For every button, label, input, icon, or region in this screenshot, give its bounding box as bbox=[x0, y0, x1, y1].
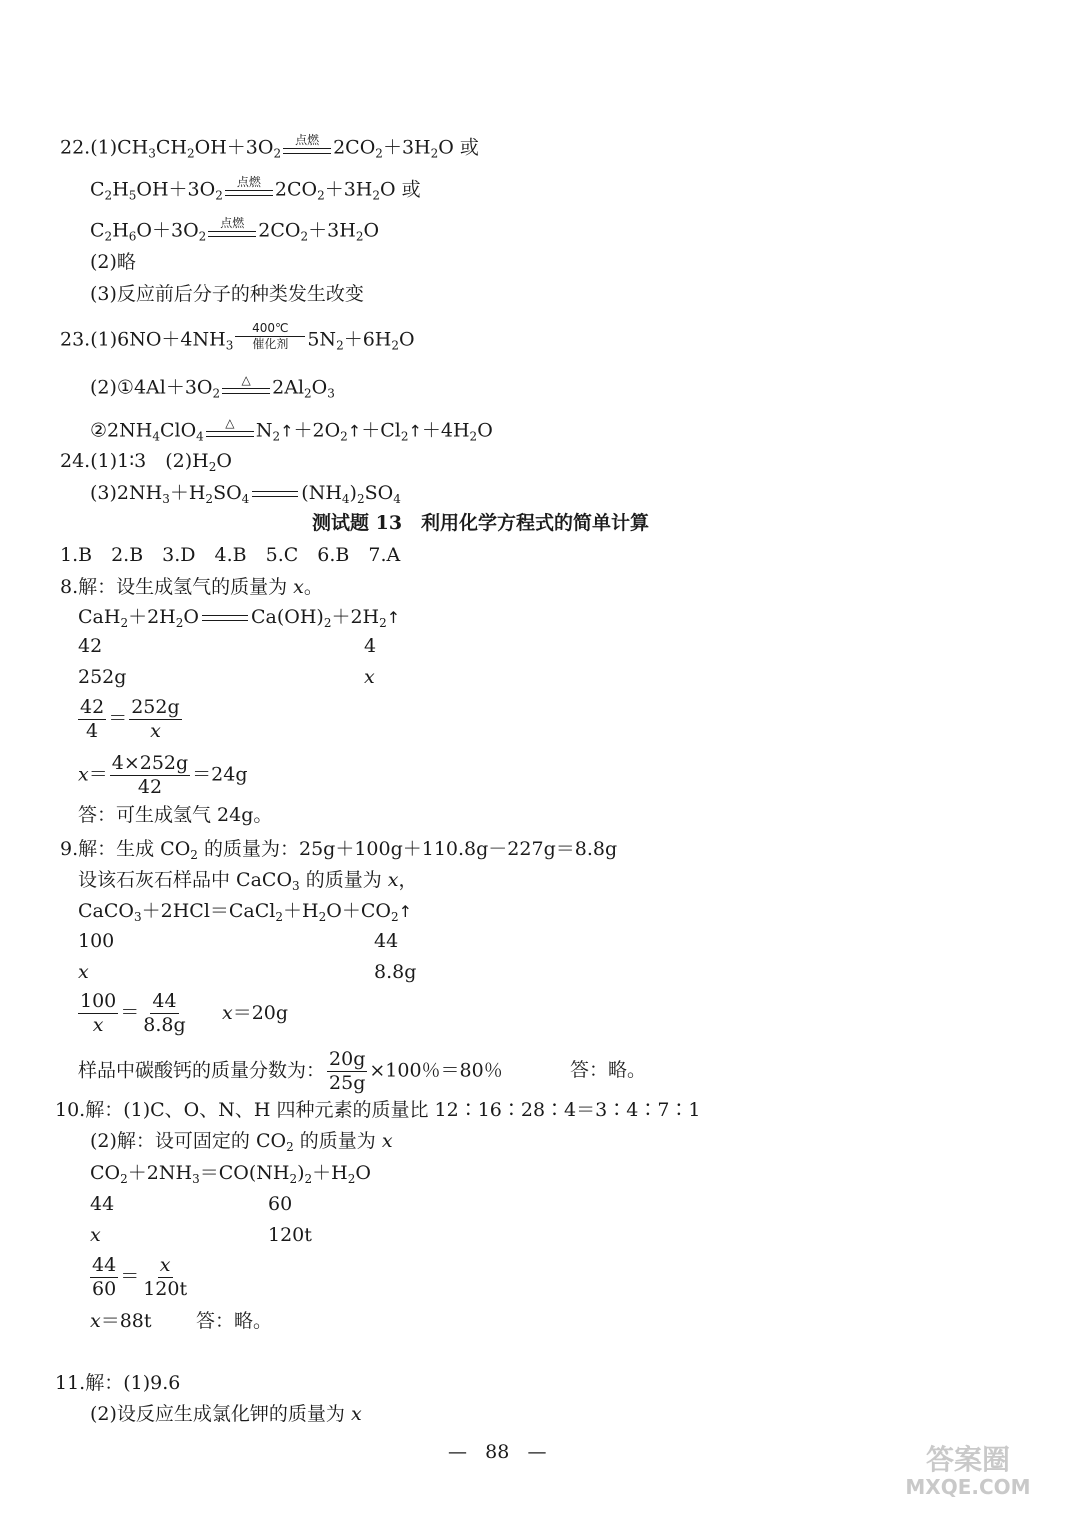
q8-solve: x＝ $\frac{4\times 252g}{42}$ ＝24g bbox=[78, 752, 248, 798]
reaction-condition: 点燃 bbox=[208, 217, 256, 238]
q8-unknown: x bbox=[364, 666, 375, 688]
q10-equation: $CO_2+2NH_3=CO(NH_2)_2+H_2O$ bbox=[90, 1162, 371, 1186]
q10-answer: 答：略。 bbox=[196, 1310, 273, 1332]
watermark-logo-url: MXQE.COM bbox=[905, 1475, 1031, 1499]
q10-given: 120t bbox=[268, 1224, 312, 1246]
q10-solve: x＝88t bbox=[90, 1310, 152, 1332]
watermark-logo bbox=[884, 1444, 1052, 1502]
q8-equation: $CaH_2+2H_2O$ $Ca(OH)_2+2H_2↑$ bbox=[78, 606, 401, 630]
q23-eq3: $②2NH_4ClO_4$ △ $N_2↑+2O_2↑+Cl_2↑+4H_2O$ bbox=[90, 416, 493, 444]
q23-eq2: $(2)①4Al+3O_2$ △ $2Al_2O_3$ bbox=[90, 373, 335, 401]
page-number: — 88 — bbox=[448, 1441, 547, 1463]
q9-given: 8.8g bbox=[374, 961, 417, 983]
reaction-condition: 400℃ 催化剂 bbox=[235, 322, 305, 351]
q8-mass-b: 4 bbox=[364, 635, 377, 657]
q9-head: 9.解：生成 $CO_2$ 的质量为：25g＋100g＋110.8g－227g＝8.8g bbox=[60, 838, 618, 862]
q9-result: 样品中碳酸钙的质量分数为： $\frac{20g}{25g}$ ×100％＝80％ bbox=[78, 1048, 503, 1094]
q9-unknown: x bbox=[78, 961, 89, 983]
q8-proportion: $\frac{42}{4}$ ＝ $\frac{252g}{x}$ bbox=[80, 696, 180, 742]
q22-part2: (2)略 bbox=[90, 251, 136, 273]
q8-head: 8.解：设生成氢气的质量为 x。 bbox=[60, 576, 323, 598]
q24-part3: $(3)2NH_3+H_2SO_4$ $(NH_4)_2SO_4$ bbox=[90, 482, 401, 506]
choice-answers: 1.B 2.B 3.D 4.B 5.C 6.B 7.A bbox=[60, 544, 401, 566]
q8-answer: 答：可生成氢气 24g。 bbox=[78, 804, 273, 826]
q9-set: 设该石灰石样品中 CaCO$_3$ 的质量为 x， bbox=[78, 869, 418, 893]
q8-mass-a: 42 bbox=[78, 635, 103, 657]
q9-answer: 答：略。 bbox=[570, 1059, 647, 1081]
q9-equation: $CaCO_3+2HCl=CaCl_2+H_2O+CO_2↑$ bbox=[78, 900, 412, 924]
q22-eq3: $C_2H_6O+3O_2$ 点燃 $2CO_2+3H_2O$ bbox=[90, 216, 380, 244]
q10-part1: 10.解：(1)C、O、N、H 四种元素的质量比 12∶16∶28∶4＝3∶4∶7∶1 bbox=[55, 1099, 701, 1121]
q10-proportion: $\frac{44}{60}$ ＝ $\frac{x}{120t}$ bbox=[92, 1254, 188, 1300]
watermark-logo-text: 答案圈 bbox=[925, 1443, 1010, 1476]
q9-mass-b: 44 bbox=[374, 930, 399, 952]
section-title: 测试题 13 利用化学方程式的简单计算 bbox=[312, 512, 650, 534]
q22-eq2: $C_2H_5OH+3O_2$ 点燃 $2CO_2+3H_2O$ 或 bbox=[90, 175, 421, 203]
q22-part3: (3)反应前后分子的种类发生改变 bbox=[90, 283, 364, 305]
reaction-condition: 点燃 bbox=[225, 176, 273, 197]
q9-mass-a: 100 bbox=[78, 930, 115, 952]
q10-mass-a: 44 bbox=[90, 1193, 115, 1215]
q23-eq1: $23.(1)6NO+4NH_3$ 400℃ 催化剂 $5N_2+6H_2O$ bbox=[60, 321, 415, 353]
q22-eq1: $22.(1)CH_3CH_2OH+3O_2$ 点燃 $2CO_2+3H_2O$ 或 bbox=[60, 133, 479, 161]
q24-part1: 24.(1)1∶3 $(2)H_2O$ bbox=[60, 450, 232, 474]
q10-part2: (2)解：设可固定的 $CO_2$ 的质量为 x bbox=[90, 1130, 393, 1154]
q8-given: 252g bbox=[78, 666, 127, 688]
q11-part1: 11.解：(1)9.6 bbox=[55, 1372, 181, 1394]
reaction-condition: △ bbox=[222, 374, 270, 395]
q10-unknown: x bbox=[90, 1224, 101, 1246]
q11-part2: (2)设反应生成氯化钾的质量为 x bbox=[90, 1403, 362, 1425]
reaction-condition: △ bbox=[206, 417, 254, 438]
reaction-condition: 点燃 bbox=[283, 134, 331, 155]
q10-mass-b: 60 bbox=[268, 1193, 293, 1215]
q9-proportion: $\frac{100}{x}$ ＝ $\frac{44}{8.8g}$ bbox=[80, 990, 186, 1036]
q9-solve: x＝20g bbox=[222, 1002, 289, 1024]
